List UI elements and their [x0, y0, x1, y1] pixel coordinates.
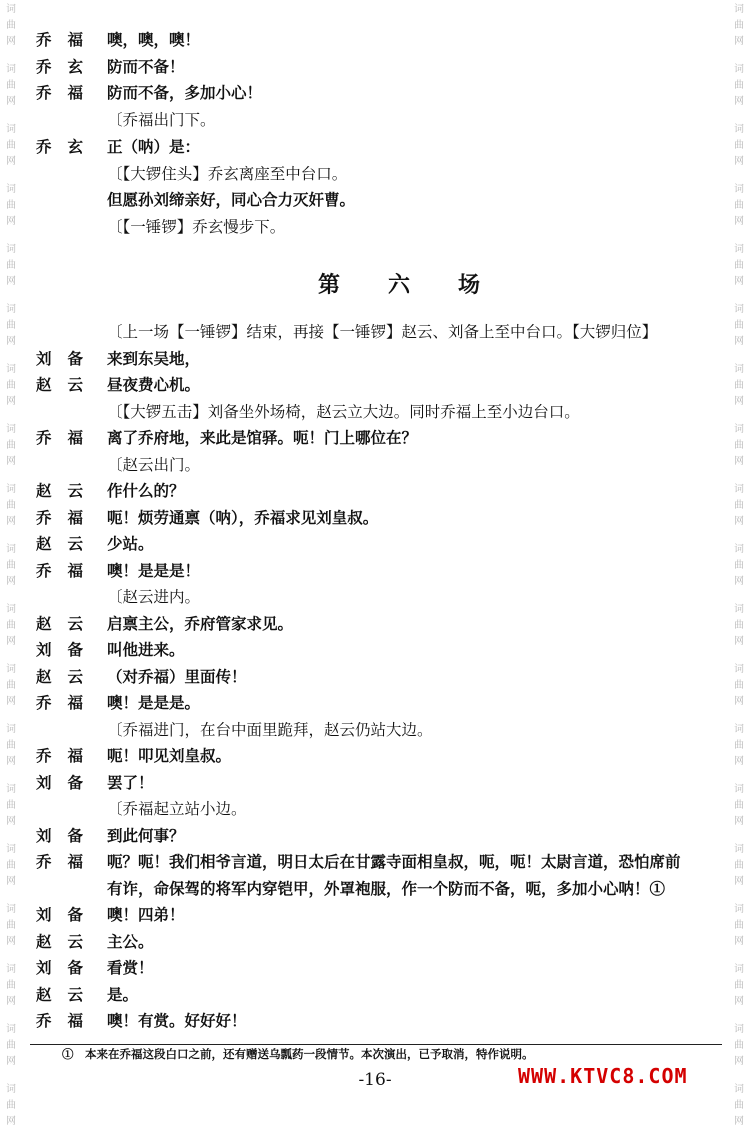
- speaker-name: 乔福: [36, 693, 100, 712]
- continuation-line: [0, 186, 750, 214]
- dialogue-text: 正（呐）是：: [107, 136, 201, 156]
- stage-direction-line: [0, 160, 750, 188]
- watermark-char: 曲: [6, 1040, 16, 1051]
- watermark-char: 词: [734, 724, 744, 735]
- watermark-char: 曲: [6, 980, 16, 991]
- watermark-char: 曲: [6, 620, 16, 631]
- watermark-char: 网: [6, 456, 16, 467]
- watermark-char: 曲: [6, 260, 16, 271]
- dialogue-line: [0, 610, 750, 638]
- speaker-name: 乔福: [36, 560, 100, 580]
- watermark-char: 曲: [734, 320, 744, 331]
- speaker-name: 刘备: [36, 958, 100, 977]
- watermark-char: 网: [6, 816, 16, 827]
- dialogue-line: [0, 901, 750, 929]
- dialogue-line: [0, 371, 750, 399]
- watermark-char: 词: [734, 244, 744, 255]
- watermark-char: 词: [734, 184, 744, 195]
- watermark-char: 网: [734, 756, 744, 767]
- watermark-char: 网: [6, 276, 16, 287]
- dialogue-line: [0, 477, 750, 505]
- watermark-char: 网: [734, 816, 744, 827]
- scene-title: 第六场: [317, 272, 528, 298]
- watermark-char: 曲: [734, 200, 744, 211]
- watermark-char: 曲: [6, 860, 16, 871]
- dialogue-text: 噢！是是是！: [107, 560, 201, 580]
- watermark-char: 网: [734, 996, 744, 1007]
- watermark-char: 曲: [734, 80, 744, 91]
- watermark-char: 词: [6, 544, 16, 555]
- watermark-char: 网: [734, 96, 744, 107]
- watermark-char: 词: [734, 664, 744, 675]
- watermark-char: 词: [734, 4, 744, 15]
- dialogue-text: （对乔福）里面传！: [107, 666, 247, 686]
- speaker-name: 乔福: [36, 83, 100, 103]
- dialogue-line: [0, 79, 750, 107]
- dialogue-text: 罢了！: [107, 772, 154, 792]
- watermark-char: 词: [734, 484, 744, 495]
- dialogue-text: 噢！有赏。好好好！: [107, 1011, 247, 1030]
- footnote: ① 本来在乔福这段白口之前，还有赠送乌瓢药一段情节。本次演出，已予取消，特作说明。: [62, 1047, 534, 1061]
- watermark-char: 词: [6, 784, 16, 795]
- dialogue-line: [0, 742, 750, 770]
- speaker-name: 赵云: [36, 481, 100, 500]
- dialogue-line: [0, 954, 750, 982]
- speaker-name: 赵云: [36, 613, 100, 633]
- watermark-char: 词: [6, 4, 16, 15]
- watermark-char: 词: [6, 1024, 16, 1035]
- dialogue-line: [0, 504, 750, 532]
- speaker-name: 赵云: [36, 666, 100, 686]
- watermark-char: 曲: [734, 20, 744, 31]
- dialogue-line: [0, 636, 750, 664]
- dialogue-text: 少站。: [107, 534, 154, 553]
- dialogue-line: [0, 769, 750, 797]
- watermark-char: 词: [6, 604, 16, 615]
- watermark-char: 网: [734, 696, 744, 707]
- watermark-char: 词: [6, 904, 16, 915]
- dialogue-text: 呃！烦劳通禀（呐），乔福求见刘皇叔。: [107, 507, 379, 527]
- watermark-char: 曲: [734, 800, 744, 811]
- watermark-char: 网: [734, 1116, 744, 1127]
- watermark-char: 词: [6, 184, 16, 195]
- watermark-char: 曲: [734, 500, 744, 511]
- stage-direction: 〔赵云出门。: [107, 455, 201, 474]
- dialogue-text: 主公。: [107, 931, 154, 951]
- stage-direction-line: [0, 318, 750, 346]
- stage-direction: 〔乔福出门下。: [107, 111, 216, 130]
- dialogue-continuation: 有诈，命保驾的将军内穿铠甲，外罩袍服，作一个防而不备，呃，多加小心呐！①: [107, 878, 666, 898]
- watermark-char: 词: [6, 244, 16, 255]
- speaker-name: 乔福: [36, 746, 100, 765]
- stage-direction: 〔赵云进内。: [107, 588, 201, 606]
- watermark-char: 网: [6, 156, 16, 167]
- dialogue-text: 呃！叩见刘皇叔。: [107, 746, 232, 765]
- watermark-char: 词: [6, 424, 16, 435]
- watermark-char: 曲: [6, 200, 16, 211]
- watermark-char: 曲: [734, 560, 744, 571]
- watermark-char: 曲: [6, 140, 16, 151]
- dialogue-text: 昼夜费心机。: [107, 375, 201, 394]
- watermark-char: 网: [6, 216, 16, 227]
- dialogue-line: [0, 53, 750, 81]
- stage-direction-line: [0, 106, 750, 134]
- watermark-char: 词: [734, 904, 744, 915]
- watermark-char: 曲: [6, 1100, 16, 1111]
- dialogue-text: 防而不备！: [107, 56, 185, 76]
- stage-direction: 〔上一场【一锤锣】结束，再接【一锤锣】赵云、刘备上至中台口。【大锣归位】: [107, 323, 658, 341]
- watermark-char: 曲: [734, 740, 744, 751]
- watermark-char: 网: [734, 516, 744, 527]
- stage-direction-line: [0, 716, 750, 744]
- watermark-char: 网: [734, 576, 744, 587]
- watermark-char: 词: [734, 1084, 744, 1095]
- watermark-char: 网: [6, 996, 16, 1007]
- watermark-char: 词: [6, 64, 16, 75]
- watermark-char: 词: [6, 124, 16, 135]
- watermark-char: 曲: [6, 380, 16, 391]
- watermark-char: 词: [6, 1084, 16, 1095]
- site-watermark: WWW.KTVC8.COM: [518, 1064, 688, 1088]
- watermark-char: 曲: [734, 1100, 744, 1111]
- dialogue-text: 噢！四弟！: [107, 905, 185, 924]
- watermark-char: 网: [734, 336, 744, 347]
- speaker-name: 乔玄: [36, 136, 100, 156]
- dialogue-line: [0, 822, 750, 850]
- speaker-name: 乔玄: [36, 56, 100, 76]
- stage-direction-line: [0, 795, 750, 823]
- dialogue-text: 防而不备，多加小心！: [107, 83, 263, 103]
- dialogue-line: [0, 848, 750, 876]
- watermark-char: 网: [734, 636, 744, 647]
- dialogue-continuation: 但愿孙刘缔亲好，同心合力灭奸曹。: [107, 190, 356, 210]
- speaker-name: 赵云: [36, 984, 100, 1004]
- speaker-name: 赵云: [36, 375, 100, 394]
- watermark-char: 网: [6, 1116, 16, 1127]
- dialogue-line: [0, 133, 750, 161]
- footnote-rule: [30, 1044, 722, 1045]
- dialogue-line: [0, 981, 750, 1009]
- dialogue-text: 启禀主公，乔府管家求见。: [107, 613, 294, 633]
- dialogue-line: [0, 928, 750, 956]
- dialogue-line: [0, 345, 750, 373]
- watermark-char: 词: [734, 544, 744, 555]
- dialogue-line: [0, 1007, 750, 1035]
- dialogue-text: 到此何事？: [107, 825, 185, 845]
- watermark-char: 词: [6, 724, 16, 735]
- speaker-name: 乔福: [36, 507, 100, 527]
- watermark-char: 曲: [6, 500, 16, 511]
- watermark-char: 网: [6, 576, 16, 587]
- watermark-char: 曲: [6, 320, 16, 331]
- stage-direction: 〔【一锤锣】乔玄慢步下。: [107, 217, 286, 236]
- watermark-char: 曲: [6, 920, 16, 931]
- dialogue-line: [0, 663, 750, 691]
- dialogue-line: [0, 689, 750, 717]
- dialogue-text: 是。: [107, 984, 139, 1004]
- watermark-char: 网: [734, 156, 744, 167]
- stage-direction: 〔【大锣住头】乔玄离座至中台口。: [107, 164, 348, 183]
- watermark-char: 曲: [6, 800, 16, 811]
- watermark-char: 网: [734, 276, 744, 287]
- stage-direction: 〔乔福起立站小边。: [107, 800, 247, 818]
- stage-direction: 〔【大锣五击】刘备坐外场椅，赵云立大边。同时乔福上至小边台口。: [107, 402, 580, 421]
- watermark-char: 曲: [734, 140, 744, 151]
- dialogue-text: 叫他进来。: [107, 640, 185, 659]
- speaker-name: 刘备: [36, 640, 100, 659]
- watermark-char: 网: [6, 516, 16, 527]
- watermark-char: 网: [734, 876, 744, 887]
- dialogue-text: 看赏！: [107, 958, 154, 977]
- dialogue-text: 来到东吴地，: [107, 348, 201, 368]
- watermark-char: 曲: [6, 560, 16, 571]
- dialogue-text: 噢！是是是。: [107, 693, 201, 712]
- watermark-char: 网: [6, 636, 16, 647]
- dialogue-line: [0, 530, 750, 558]
- dialogue-line: [0, 557, 750, 585]
- watermark-char: 网: [734, 36, 744, 47]
- dialogue-text: 噢，噢，噢！: [107, 30, 201, 49]
- watermark-char: 网: [734, 396, 744, 407]
- watermark-char: 网: [6, 936, 16, 947]
- speaker-name: 刘备: [36, 825, 100, 845]
- watermark-char: 词: [734, 124, 744, 135]
- watermark-char: 词: [734, 304, 744, 315]
- watermark-char: 网: [734, 1056, 744, 1067]
- stage-direction-line: [0, 213, 750, 241]
- watermark-char: 曲: [734, 860, 744, 871]
- watermark-char: 词: [6, 484, 16, 495]
- watermark-char: 词: [734, 844, 744, 855]
- dialogue-text: 离了乔府地，来此是馆驿。呃！门上哪位在？: [107, 428, 418, 447]
- watermark-char: 词: [734, 964, 744, 975]
- watermark-char: 词: [734, 364, 744, 375]
- speaker-name: 刘备: [36, 905, 100, 924]
- watermark-char: 词: [734, 1024, 744, 1035]
- watermark-char: 词: [734, 424, 744, 435]
- watermark-char: 词: [734, 64, 744, 75]
- watermark-char: 曲: [734, 260, 744, 271]
- watermark-char: 网: [6, 96, 16, 107]
- watermark-char: 词: [734, 784, 744, 795]
- continuation-line: [0, 875, 750, 903]
- watermark-char: 曲: [734, 980, 744, 991]
- speaker-name: 乔福: [36, 852, 100, 871]
- watermark-char: 曲: [734, 440, 744, 451]
- watermark-char: 词: [6, 844, 16, 855]
- watermark-char: 曲: [6, 440, 16, 451]
- dialogue-line: [0, 424, 750, 452]
- watermark-char: 曲: [6, 20, 16, 31]
- dialogue-text: 作什么的？: [107, 481, 185, 500]
- watermark-char: 曲: [734, 380, 744, 391]
- watermark-char: 词: [6, 964, 16, 975]
- watermark-char: 网: [6, 1056, 16, 1067]
- stage-direction-line: [0, 583, 750, 611]
- watermark-char: 词: [6, 364, 16, 375]
- speaker-name: 刘备: [36, 772, 100, 792]
- watermark-char: 网: [6, 696, 16, 707]
- watermark-char: 网: [6, 336, 16, 347]
- watermark-char: 词: [6, 664, 16, 675]
- watermark-char: 词: [6, 304, 16, 315]
- watermark-char: 网: [6, 876, 16, 887]
- watermark-char: 曲: [6, 740, 16, 751]
- watermark-char: 网: [734, 456, 744, 467]
- watermark-char: 网: [6, 36, 16, 47]
- speaker-name: 乔福: [36, 428, 100, 447]
- stage-direction: 〔乔福进门，在台中面里跪拜，赵云仍站大边。: [107, 720, 433, 739]
- watermark-char: 网: [734, 936, 744, 947]
- watermark-char: 曲: [6, 80, 16, 91]
- watermark-char: 曲: [734, 620, 744, 631]
- watermark-char: 网: [6, 756, 16, 767]
- watermark-char: 网: [734, 216, 744, 227]
- watermark-char: 曲: [6, 680, 16, 691]
- watermark-char: 曲: [734, 1040, 744, 1051]
- speaker-name: 乔福: [36, 1011, 100, 1030]
- stage-direction-line: [0, 398, 750, 426]
- watermark-char: 曲: [734, 920, 744, 931]
- stage-direction-line: [0, 451, 750, 479]
- watermark-char: 网: [6, 396, 16, 407]
- watermark-char: 词: [734, 604, 744, 615]
- watermark-char: 曲: [734, 680, 744, 691]
- dialogue-text: 呃？呃！我们相爷言道，明日太后在甘露寺面相皇叔，呃，呃！太尉言道，恐怕席前: [107, 852, 681, 871]
- speaker-name: 乔福: [36, 30, 100, 49]
- dialogue-line: [0, 26, 750, 54]
- page-number: -16-: [358, 1070, 392, 1090]
- speaker-name: 赵云: [36, 534, 100, 553]
- speaker-name: 赵云: [36, 931, 100, 951]
- speaker-name: 刘备: [36, 348, 100, 368]
